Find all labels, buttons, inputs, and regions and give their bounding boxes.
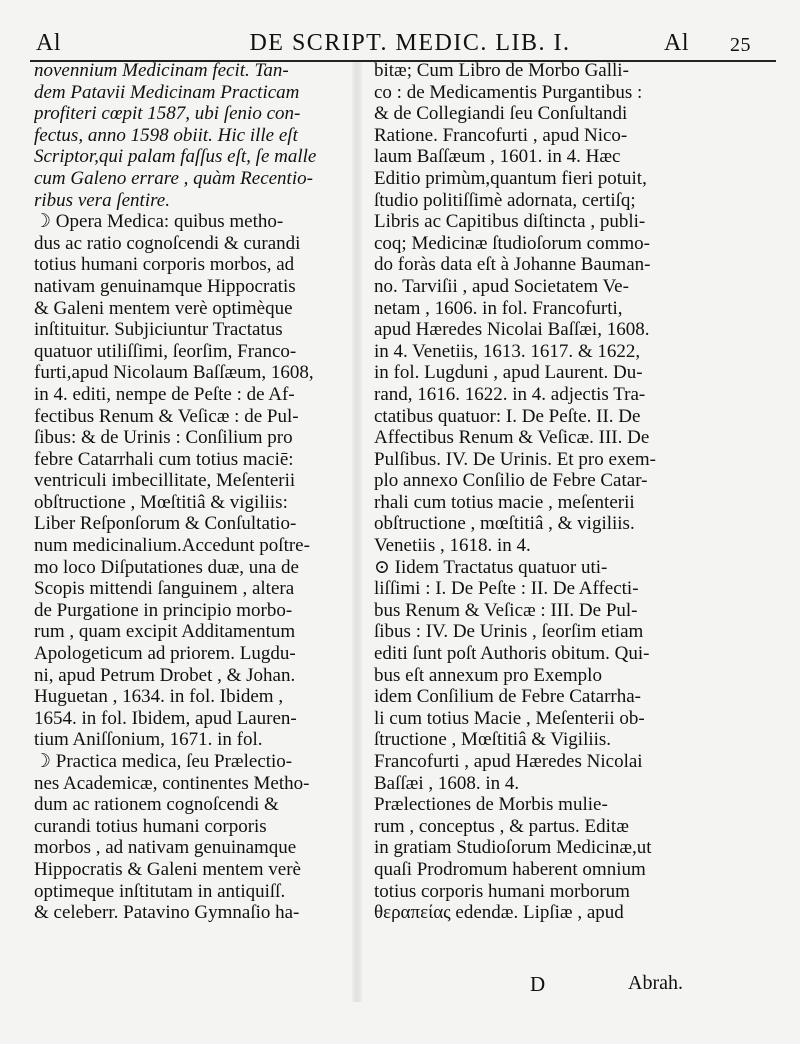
text-line: in gratiam Studioſorum Medicinæ,ut	[374, 837, 652, 859]
text-line: idem Conſilium de Febre Catarrha-	[374, 686, 641, 708]
text-line: bus eſt annexum pro Exemplo	[374, 664, 602, 686]
text-line: rum , conceptus , & partus. Editæ	[374, 815, 629, 837]
text-line: do foràs data eſt à Johanne Bauman-	[374, 254, 651, 276]
text-line: ☽ Practica medica, ſeu Prælectio-	[34, 751, 293, 772]
text-line: no. Tarviſii , apud Societatem Ve-	[374, 275, 629, 297]
text-line: ventriculi imbecillitate, Meſenterii	[34, 470, 296, 492]
text-line: ni, apud Petrum Drobet , & Johan.	[34, 664, 296, 686]
text-line: febre Catarrhali cum totius maciē:	[34, 448, 294, 470]
text-line: mo loco Diſputationes duæ, una de	[34, 556, 299, 578]
text-line: quatuor utiliſſimi, ſeorſim, Franco-	[34, 340, 297, 362]
header-right-marker: Al	[664, 30, 689, 56]
text-line: tium Aniſſonium, 1671. in fol.	[34, 729, 263, 751]
text-line: Scopis mittendi ſanguinem , altera	[34, 578, 295, 600]
text-line: in 4. editi, nempe de Peſte : de Af-	[34, 383, 295, 405]
text-line: in fol. Lugduni , apud Laurent. Du-	[374, 362, 643, 384]
text-line: Libris ac Capitibus diſtincta , publi-	[374, 211, 646, 233]
text-line: quaſi Prodromum haberent omnium	[374, 858, 646, 880]
text-line: Liber Reſponſorum & Conſultatio-	[34, 513, 297, 535]
text-line: bitæ; Cum Libro de Morbo Galli-	[374, 60, 629, 81]
text-line: editi ſunt poſt Authoris obitum. Qui-	[374, 643, 650, 665]
text-line: rand, 1616. 1622. in 4. adjectis Tra-	[374, 383, 646, 405]
text-line: co : de Medicamentis Purgantibus :	[374, 81, 643, 103]
text-line: optimeque inſtitutam in antiquiſſ.	[34, 880, 286, 902]
text-line: inſtituitur. Subjiciuntur Tractatus	[34, 319, 283, 341]
text-line: rum , quam excipit Additamentum	[34, 621, 296, 643]
text-line: Affectibus Renum & Veſicæ. III. De	[374, 427, 650, 449]
text-line: ſibus : IV. De Urinis , ſeorſim etiam	[374, 621, 644, 643]
text-line: θεραπείας edendæ. Lipſiæ , apud	[374, 902, 624, 924]
text-line: & de Collegiandi ſeu Conſultandi	[374, 103, 628, 125]
text-line: novennium Medicinam fecit. Tan-	[34, 60, 289, 81]
text-line: ſibus: & de Urinis : Conſilium pro	[34, 427, 293, 449]
text-line: num medicinalium.Accedunt poſtre-	[34, 535, 310, 557]
header-title: DE SCRIPT. MEDIC. LIB. I.	[249, 30, 571, 56]
text-line: ☽ Opera Medica: quibus metho-	[34, 211, 284, 233]
text-line: bus Renum & Veſicæ : III. De Pul-	[374, 599, 638, 621]
text-line: netam , 1606. in fol. Francofurti,	[374, 297, 623, 319]
header-left-marker: Al	[36, 30, 61, 56]
text-line: plo annexo Conſilio de Febre Catar-	[374, 470, 648, 492]
text-line: obſtructione , Mœſtitiâ & vigiliis:	[34, 491, 288, 513]
text-line: fectus, anno 1598 obiit. Hic ille eſt	[34, 124, 298, 146]
text-line: curandi totius humani corporis	[34, 815, 267, 837]
text-line: liſſimi : I. De Peſte : II. De Affecti-	[374, 578, 639, 600]
text-line: Hippocratis & Galeni mentem verè	[34, 858, 301, 880]
text-line: in 4. Venetiis, 1613. 1617. & 1622,	[374, 340, 641, 362]
text-line: ribus vera ſentire.	[34, 189, 170, 211]
text-line: ſtructione , Mœſtitiâ & Vigiliis.	[374, 729, 612, 751]
text-line: Pulſibus. IV. De Urinis. Et pro exem-	[374, 448, 656, 470]
text-line: Venetiis , 1618. in 4.	[374, 535, 531, 557]
text-line: dem Patavii Medicinam Practicam	[34, 81, 300, 103]
catchword: Abrah.	[628, 972, 683, 994]
left-column	[34, 60, 372, 924]
text-line: dum ac rationem cognoſcendi &	[34, 794, 279, 816]
text-line: coq; Medicinæ ſtudioſorum commo-	[374, 232, 650, 254]
text-line: ctatibus quatuor: I. De Peſte. II. De	[374, 405, 641, 427]
text-line: ſtudio politiſſimè adornata, certiſq;	[374, 189, 636, 211]
text-line: morbos , ad nativam genuinamque	[34, 837, 297, 859]
text-line: & celeberr. Patavino Gymnaſio ha-	[34, 902, 300, 924]
right-column	[374, 60, 714, 924]
signature-mark: D	[530, 972, 546, 996]
text-line: nativam genuinamque Hippocratis	[34, 275, 296, 297]
text-line: totius humani corporis morbos, ad	[34, 254, 295, 276]
text-line: Scriptor,qui palam faſſus eſt, ſe malle	[34, 146, 317, 168]
text-line: Editio primùm,quantum fieri potuit,	[374, 167, 647, 189]
text-line: Huguetan , 1634. in fol. Ibidem ,	[34, 686, 284, 708]
text-line: Francofurti , apud Hæredes Nicolai	[374, 751, 643, 772]
text-line: fectibus Renum & Veſicæ : de Pul-	[34, 405, 299, 427]
text-line: nes Academicæ, continentes Metho-	[34, 772, 310, 794]
text-line: Ratione. Francofurti , apud Nico-	[374, 124, 628, 146]
text-line: li cum totius Macie , Meſenterii ob-	[374, 707, 645, 729]
text-line: obſtructione , mœſtitiâ , & vigiliis.	[374, 513, 635, 535]
text-line: de Purgatione in principio morbo-	[34, 599, 293, 621]
text-line: Prælectiones de Morbis mulie-	[374, 794, 608, 816]
text-line: totius corporis humani morborum	[374, 880, 630, 902]
text-line: rhali cum totius macie , meſenterii	[374, 491, 635, 513]
text-line: furti,apud Nicolaum Baſſæum, 1608,	[34, 362, 314, 384]
text-line: ⊙ Iidem Tractatus quatuor uti-	[374, 556, 608, 578]
text-line: apud Hæredes Nicolai Baſſæi, 1608.	[374, 319, 650, 341]
text-line: 1654. in fol. Ibidem, apud Lauren-	[34, 707, 297, 729]
text-line: Apologeticum ad priorem. Lugdu-	[34, 643, 296, 665]
text-line: Baſſæi , 1608. in 4.	[374, 772, 520, 794]
text-line: dus ac ratio cognoſcendi & curandi	[34, 232, 301, 254]
text-line: laum Baſſæum , 1601. in 4. Hæc	[374, 146, 621, 168]
text-line: cum Galeno errare , quàm Recentio-	[34, 167, 313, 189]
page-number: 25	[730, 34, 751, 56]
text-line: profiteri cœpit 1587, ubi ſenio con-	[34, 103, 301, 125]
text-line: & Galeni mentem verè optimèque	[34, 297, 293, 319]
